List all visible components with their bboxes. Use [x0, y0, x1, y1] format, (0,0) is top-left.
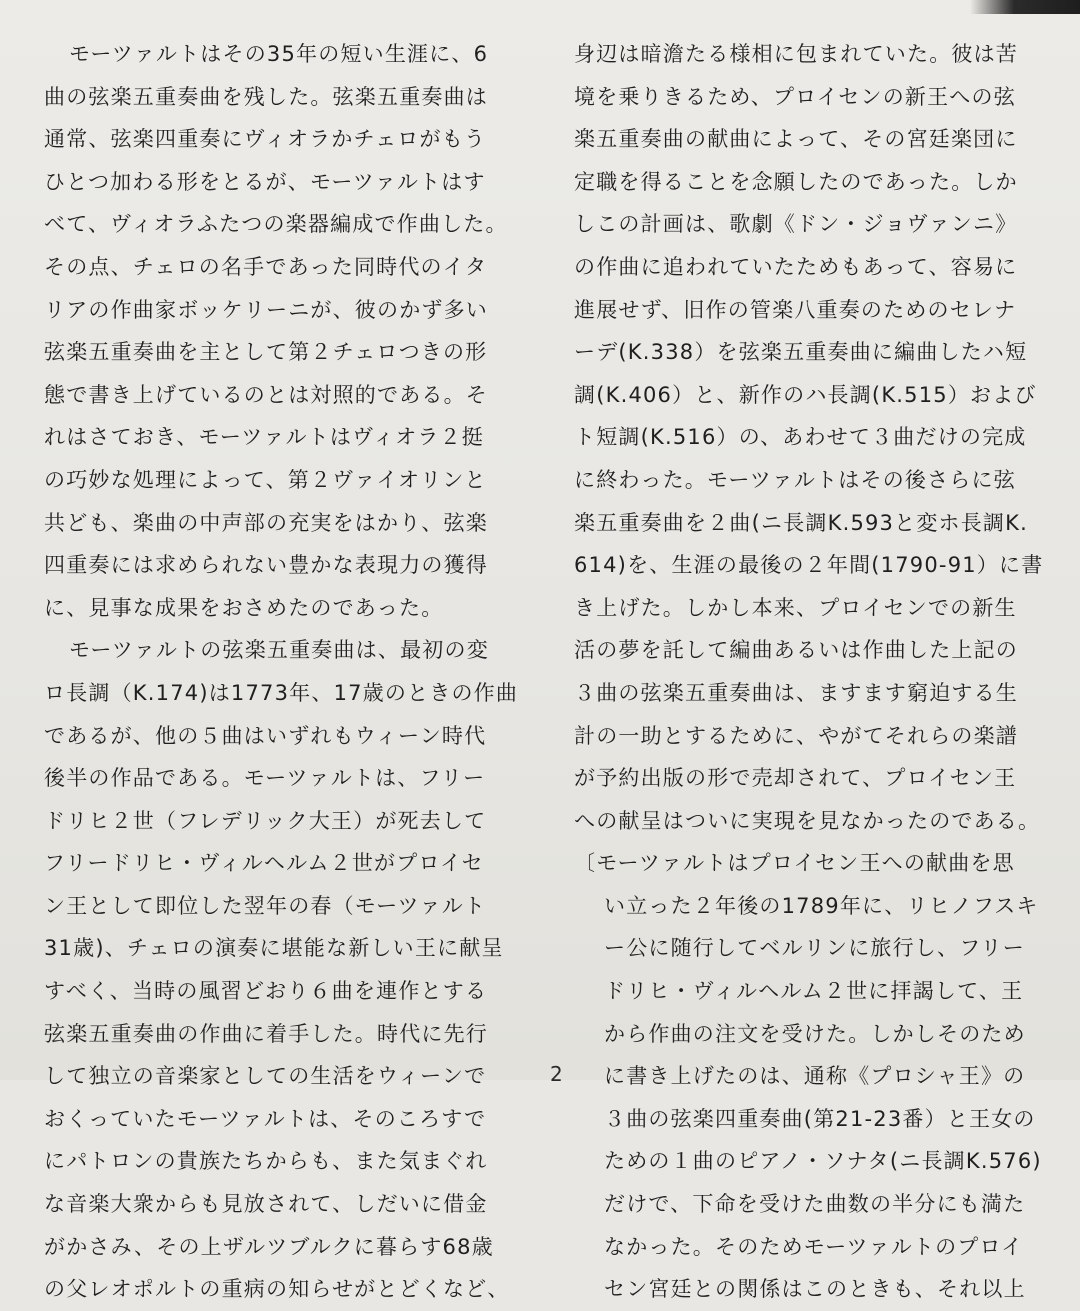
text-line: が予約出版の形で売却されて、プロイセン王	[574, 766, 1017, 791]
text-line: ３曲の弦楽五重奏曲は、ますます窮迫する生	[574, 680, 1018, 705]
text-line: ーデ(K.338）を弦楽五重奏曲に編曲したハ短	[574, 340, 1028, 365]
text-line: 通常、弦楽四重奏にヴィオラかチェロがもう	[44, 127, 487, 152]
text-line: 共ども、楽曲の中声部の充実をはかり、弦楽	[44, 510, 488, 535]
text-line: モーツァルトの弦楽五重奏曲は、最初の変	[69, 638, 489, 663]
text-line: 614)を、生涯の最後の２年間(1790-91）に書	[574, 553, 1044, 578]
text-line: して独立の音楽家としての生活をウィーンで	[44, 1064, 487, 1089]
text-line: おくっていたモーツァルトは、そのころすで	[44, 1106, 487, 1131]
left-text-column	[44, 33, 534, 1311]
text-line: ひとつ加わる形をとるが、モーツァルトはす	[44, 169, 486, 194]
text-line: れはさておき、モーツァルトはヴィオラ２挺	[44, 425, 485, 450]
text-line: ドリヒ２世（フレデリック大王）が死去して	[44, 808, 487, 833]
text-line: がかさみ、その上ザルツブルクに暮らす68歳	[44, 1234, 494, 1259]
text-line: 態で書き上げているのとは対照的である。そ	[44, 382, 488, 407]
text-line: フリードリヒ・ヴィルヘルム２世がプロイセ	[44, 851, 484, 876]
text-line: だけで、下命を受けた曲数の半分にも満た	[604, 1192, 1026, 1217]
text-line: なかった。そのためモーツァルトのプロイ	[604, 1234, 1024, 1259]
text-line: 弦楽五重奏曲の作曲に着手した。時代に先行	[44, 1021, 488, 1046]
text-line: の作曲に追われていたためもあって、容易に	[574, 254, 1018, 279]
text-line: 〔モーツァルトはプロイセン王への献曲を思	[574, 851, 1015, 876]
text-line: であるが、他の５曲はいずれもウィーン時代	[44, 723, 487, 748]
text-line: モーツァルトはその35年の短い生涯に、6	[69, 42, 489, 66]
page-edge-shadow	[970, 0, 1080, 14]
text-line: ための１曲のピアノ・ソナタ(ニ長調K.576)	[604, 1149, 1042, 1174]
text-line: ３曲の弦楽四重奏曲(第21-23番）と王女の	[604, 1106, 1036, 1131]
text-line: ン王として即位した翌年の春（モーツァルト	[44, 893, 487, 918]
text-line: ドリヒ・ヴィルヘルム２世に拝謁して、王	[604, 979, 1024, 1004]
text-line: 四重奏には求められない豊かな表現力の獲得	[44, 553, 488, 578]
text-line: 定職を得ることを念願したのであった。しか	[574, 169, 1018, 194]
text-line: 楽五重奏曲の献曲によって、その宮廷楽団に	[574, 127, 1018, 152]
text-line: 活の夢を託して編曲あるいは作曲した上記の	[574, 638, 1018, 663]
text-line: ー公に随行してベルリンに旅行し、フリー	[604, 936, 1025, 961]
text-line: しこの計画は、歌劇《ドン・ジョヴァンニ》	[574, 212, 1018, 237]
text-line: 楽五重奏曲を２曲(ニ長調K.593と変ホ長調K.	[574, 510, 1028, 535]
text-line: の巧妙な処理によって、第２ヴァイオリンと	[44, 467, 487, 492]
text-line: ロ長調（K.174)は1773年、17歳のときの作曲	[44, 680, 519, 705]
text-line: 計の一助とするために、やがてそれらの楽譜	[574, 723, 1018, 748]
text-line: から作曲の注文を受けた。しかしそのため	[604, 1021, 1026, 1046]
text-line: すべく、当時の風習どおり６曲を連作とする	[44, 979, 488, 1004]
text-line: 弦楽五重奏曲を主として第２チェロつきの形	[44, 340, 488, 365]
text-line: な音楽大衆からも見放されて、しだいに借金	[44, 1192, 488, 1217]
text-line: への献呈はついに実現を見なかったのである。	[574, 808, 1041, 833]
text-line: に、見事な成果をおさめたのであった。	[44, 595, 444, 620]
text-line: に終わった。モーツァルトはその後さらに弦	[574, 467, 1016, 492]
text-line: き上げた。しかし本来、プロイセンでの新生	[574, 595, 1017, 620]
text-line: 境を乗りきるため、プロイセンの新王への弦	[574, 84, 1016, 109]
text-line: 曲の弦楽五重奏曲を残した。弦楽五重奏曲は	[44, 84, 488, 109]
text-line: べて、ヴィオラふたつの楽器編成で作曲した。	[44, 212, 508, 237]
text-line: ト短調(K.516）の、あわせて３曲だけの完成	[574, 425, 1027, 450]
page-number: 2	[550, 1062, 563, 1086]
text-line: 進展せず、旧作の管楽八重奏のためのセレナ	[574, 297, 1017, 322]
text-line: い立った２年後の1789年に、リヒノフスキ	[604, 893, 1039, 918]
text-line: その点、チェロの名手であった同時代のイタ	[44, 254, 488, 279]
text-line: の父レオポルトの重病の知らせがとどくなど、	[44, 1277, 510, 1302]
text-line: 身辺は暗澹たる様相に包まれていた。彼は苦	[574, 42, 1018, 66]
text-line: セン宮廷との関係はこのときも、それ以上	[604, 1277, 1026, 1302]
text-line: 後半の作品である。モーツァルトは、フリー	[44, 766, 486, 791]
text-line: にパトロンの貴族たちからも、また気まぐれ	[44, 1149, 488, 1174]
text-line: リアの作曲家ボッケリーニが、彼のかず多い	[44, 297, 488, 322]
text-line: 調(K.406）と、新作のハ長調(K.515）および	[574, 382, 1037, 407]
text-line: に書き上げたのは、通称《プロシャ王》の	[604, 1064, 1026, 1089]
right-text-column	[574, 33, 1064, 1311]
text-line: 31歳)、チェロの演奏に堪能な新しい王に献呈	[44, 936, 504, 961]
